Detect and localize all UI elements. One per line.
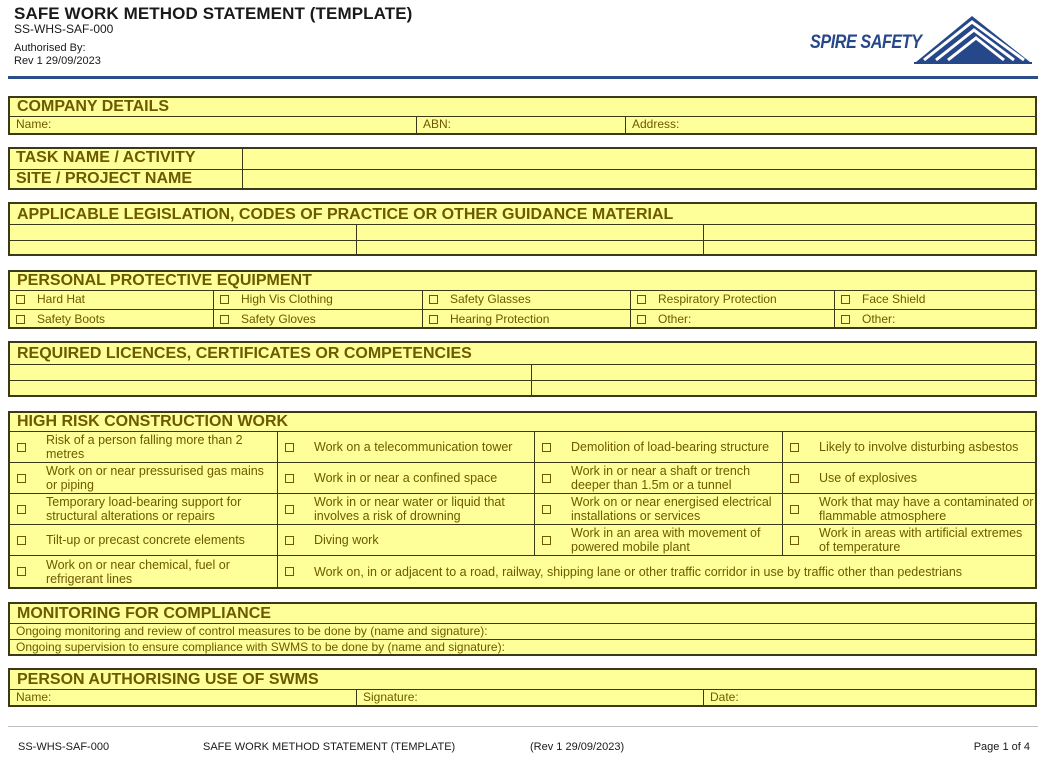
checkbox[interactable]: [17, 567, 26, 576]
hrcw-label: Work on or near chemical, fuel or refrigerant lines: [46, 557, 230, 586]
checkbox[interactable]: [429, 295, 438, 304]
checkbox[interactable]: [285, 474, 294, 483]
licence-field[interactable]: [531, 381, 1035, 395]
hrcw-item[interactable]: [277, 556, 1035, 587]
monitoring-section: [8, 602, 1037, 656]
ppe-label: Other:: [862, 312, 896, 326]
hrcw-item[interactable]: [534, 494, 782, 524]
checkbox[interactable]: [790, 536, 799, 545]
hrcw-label: Diving work: [314, 533, 379, 547]
company-name-field[interactable]: Name:: [16, 117, 52, 131]
hrcw-item[interactable]: [782, 432, 1035, 462]
checkbox[interactable]: [841, 315, 850, 324]
ppe-section: [8, 270, 1037, 329]
company-details-section: [8, 96, 1037, 135]
hrcw-item[interactable]: [782, 494, 1035, 524]
hrcw-label: Use of explosives: [819, 471, 917, 485]
section-heading: MONITORING FOR COMPLIANCE: [10, 604, 1035, 624]
hrcw-item[interactable]: [10, 556, 277, 587]
checkbox[interactable]: [637, 295, 646, 304]
checkbox[interactable]: [17, 536, 26, 545]
header-rule: [8, 76, 1038, 79]
supervision-field[interactable]: Ongoing supervision to ensure compliance with SWMS to be done by (name and signature):: [16, 640, 505, 654]
legislation-field[interactable]: [10, 225, 356, 240]
mountain-icon: [914, 14, 1032, 64]
high-risk-work-section: [8, 411, 1037, 589]
ppe-label: Safety Gloves: [241, 312, 316, 326]
section-heading: HIGH RISK CONSTRUCTION WORK: [10, 413, 1035, 432]
checkbox[interactable]: [790, 474, 799, 483]
hrcw-label: Work that may have a contaminated or flammable atmosphere: [819, 495, 1034, 523]
footer-revision: (Rev 1 29/09/2023): [530, 741, 625, 753]
section-heading: PERSONAL PROTECTIVE EQUIPMENT: [10, 272, 1035, 291]
checkbox[interactable]: [285, 443, 294, 452]
hrcw-item[interactable]: [277, 494, 534, 524]
hrcw-item[interactable]: [534, 463, 782, 493]
legislation-section: [8, 202, 1037, 256]
hrcw-label: Temporary load-bearing support for structural alterations or repairs: [46, 495, 242, 523]
checkbox[interactable]: [17, 474, 26, 483]
hrcw-item[interactable]: [10, 463, 277, 493]
revision: Rev 1 29/09/2023: [14, 55, 101, 67]
checkbox[interactable]: [285, 567, 294, 576]
hrcw-item[interactable]: [782, 463, 1035, 493]
checkbox[interactable]: [790, 505, 799, 514]
document-header: [14, 4, 412, 68]
ppe-label: Safety Glasses: [450, 292, 531, 306]
licence-field[interactable]: [10, 365, 531, 380]
date-field[interactable]: Date:: [703, 690, 1035, 705]
ppe-label: Face Shield: [862, 292, 926, 306]
ppe-respiratory[interactable]: [630, 291, 834, 309]
checkbox[interactable]: [16, 295, 25, 304]
legislation-field[interactable]: [703, 241, 1035, 254]
task-name-field[interactable]: [242, 149, 1035, 169]
site-name-label: SITE / PROJECT NAME: [16, 170, 193, 187]
checkbox[interactable]: [220, 295, 229, 304]
legislation-field[interactable]: [10, 241, 356, 254]
ppe-face-shield[interactable]: [834, 291, 1035, 309]
hrcw-item[interactable]: [277, 463, 534, 493]
hrcw-item[interactable]: [534, 432, 782, 462]
checkbox[interactable]: [285, 505, 294, 514]
authorised-by: Authorised By:: [14, 42, 86, 54]
ppe-label: Hard Hat: [37, 292, 86, 306]
logo-text: SPIRE SAFETY: [810, 32, 922, 53]
abn-field[interactable]: ABN:: [416, 117, 625, 134]
ppe-safety-gloves[interactable]: [213, 310, 422, 328]
page-number: Page 1 of 4: [973, 741, 1030, 753]
task-name-label: TASK NAME / ACTIVITY: [16, 149, 196, 166]
checkbox[interactable]: [542, 536, 551, 545]
hrcw-label: Risk of a person falling more than 2 metres: [46, 433, 243, 461]
hrcw-label: Work on, in or adjacent to a road, railway, shipping lane or other traffic corridor in use by traffic other than pedestrians: [314, 564, 963, 579]
hrcw-item[interactable]: [10, 525, 277, 555]
legislation-field[interactable]: [356, 225, 703, 240]
legislation-field[interactable]: [703, 225, 1035, 240]
hrcw-item[interactable]: [10, 432, 277, 462]
document-title: SAFE WORK METHOD STATEMENT (TEMPLATE): [14, 4, 413, 23]
monitoring-field[interactable]: Ongoing monitoring and review of control measures to be done by (name and signature):: [16, 624, 488, 638]
ppe-high-vis[interactable]: [213, 291, 422, 309]
hrcw-label: Tilt-up or precast concrete elements: [46, 533, 245, 547]
ppe-other[interactable]: [834, 310, 1035, 328]
checkbox[interactable]: [542, 505, 551, 514]
licence-field[interactable]: [531, 365, 1035, 380]
footer-code: SS-WHS-SAF-000: [18, 741, 110, 753]
ppe-label: Other:: [658, 312, 692, 326]
section-heading: PERSON AUTHORISING USE OF SWMS: [10, 670, 1035, 690]
hrcw-item[interactable]: [277, 432, 534, 462]
checkbox[interactable]: [637, 315, 646, 324]
hrcw-label: Work on a telecommunication tower: [314, 440, 513, 454]
section-heading: COMPANY DETAILS: [10, 98, 1035, 117]
checkbox[interactable]: [17, 443, 26, 452]
hrcw-item[interactable]: [534, 525, 782, 555]
authorising-section: [8, 668, 1037, 707]
ppe-label: Hearing Protection: [450, 312, 550, 326]
section-heading: APPLICABLE LEGISLATION, CODES OF PRACTICE OR OTHER GUIDANCE MATERIAL: [10, 204, 1035, 225]
hrcw-item[interactable]: [277, 525, 534, 555]
hrcw-item[interactable]: [782, 525, 1035, 555]
hrcw-item[interactable]: [10, 494, 277, 524]
ppe-safety-boots[interactable]: [10, 310, 213, 328]
address-field[interactable]: Address:: [625, 117, 1035, 134]
licences-section: [8, 341, 1037, 397]
hrcw-label: Work on or near energised electrical installations or services: [571, 495, 772, 523]
legislation-field[interactable]: [356, 241, 703, 254]
section-heading: REQUIRED LICENCES, CERTIFICATES OR COMPETENCIES: [10, 343, 1035, 365]
footer-rule: [8, 726, 1038, 727]
ppe-hearing[interactable]: [422, 310, 630, 328]
checkbox[interactable]: [790, 443, 799, 452]
hrcw-label: Work in or near water or liquid that involves a risk of drowning: [314, 495, 505, 523]
task-site-section: [8, 147, 1037, 190]
hrcw-label: Work in an area with movement of powered mobile plant: [571, 526, 761, 554]
hrcw-label: Work in or near a confined space: [314, 471, 498, 485]
checkbox[interactable]: [542, 474, 551, 483]
footer-title: SAFE WORK METHOD STATEMENT (TEMPLATE): [203, 741, 456, 753]
hrcw-label: Work in or near a shaft or trench deeper than 1.5m or a tunnel: [571, 464, 751, 492]
ppe-label: High Vis Clothing: [241, 292, 333, 306]
checkbox[interactable]: [17, 505, 26, 514]
hrcw-label: Demolition of load-bearing structure: [571, 440, 770, 454]
checkbox[interactable]: [542, 443, 551, 452]
checkbox[interactable]: [841, 295, 850, 304]
checkbox[interactable]: [16, 315, 25, 324]
checkbox[interactable]: [429, 315, 438, 324]
ppe-safety-glasses[interactable]: [422, 291, 630, 309]
site-name-field[interactable]: [242, 170, 1035, 189]
hrcw-label: Likely to involve disturbing asbestos: [819, 440, 1019, 454]
hrcw-label: Work in areas with artificial extremes of temperature: [819, 526, 1023, 554]
spire-safety-logo: [810, 14, 1032, 66]
ppe-label: Safety Boots: [37, 312, 106, 326]
document-code: SS-WHS-SAF-000: [14, 22, 114, 36]
ppe-label: Respiratory Protection: [658, 292, 777, 306]
ppe-hard-hat[interactable]: [10, 291, 213, 309]
authoriser-name-field[interactable]: Name:: [16, 690, 52, 704]
checkbox[interactable]: [220, 315, 229, 324]
signature-field[interactable]: Signature:: [356, 690, 703, 705]
ppe-other[interactable]: [630, 310, 834, 328]
hrcw-label: Work on or near pressurised gas mains or piping: [46, 464, 264, 492]
licence-field[interactable]: [10, 381, 531, 395]
checkbox[interactable]: [285, 536, 294, 545]
